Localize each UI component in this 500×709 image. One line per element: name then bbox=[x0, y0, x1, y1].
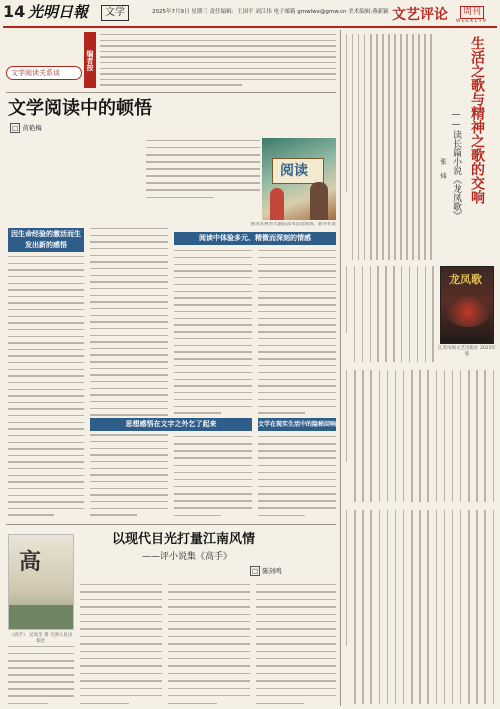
right-book-caption: 江苏凤凰文艺出版社 2025年版 bbox=[438, 346, 496, 357]
review-author: 陈剑鸣 bbox=[262, 567, 282, 575]
column-title: 文艺评论 bbox=[392, 7, 448, 23]
review-author-line bbox=[250, 567, 282, 576]
photo-sign-text: 阅读 bbox=[280, 163, 308, 179]
review-author-mark: □ bbox=[252, 567, 259, 575]
editor-contact: 电子邮箱 gmwlwx@gmw.cn bbox=[273, 9, 347, 15]
article-author-name: 黄艳梅 bbox=[22, 124, 42, 132]
photo-caption: 图为苏州湾大剧院读书活动现场。新华社发 bbox=[250, 222, 336, 227]
body-col-2 bbox=[90, 228, 168, 516]
right-subtitle: ——读长篇小说《龙凤歌》 bbox=[451, 110, 461, 220]
article-author bbox=[10, 124, 42, 133]
review-book-cover-glyph: 高 bbox=[19, 549, 42, 575]
right-book-cover-title: 龙凤歌 bbox=[449, 273, 482, 286]
right-book-cover-ornament bbox=[447, 297, 489, 327]
body-col-6 bbox=[258, 436, 336, 516]
right-intro-text bbox=[346, 34, 432, 260]
body-col-5 bbox=[174, 436, 252, 516]
review-col-4 bbox=[256, 584, 336, 704]
issue-date-line bbox=[152, 8, 389, 16]
editor-note-rule bbox=[6, 92, 336, 93]
body-col-1 bbox=[8, 256, 84, 516]
review-headline: 以现代目光打量江南风情 bbox=[112, 532, 256, 547]
editor-note-label-text: 编者按 bbox=[86, 49, 94, 71]
reading-event-photo bbox=[262, 138, 336, 220]
review-col-2 bbox=[80, 584, 162, 704]
paper-name: 光明日報 bbox=[28, 3, 89, 21]
editor-note-text bbox=[100, 34, 336, 86]
section-label-text: 文学阅读关系谈 bbox=[11, 69, 60, 77]
column-tag: 周刊 bbox=[460, 6, 484, 19]
review-col-1 bbox=[8, 646, 74, 704]
review-book-caption: 《高手》 吴高全 著 天津人民出版社 bbox=[9, 633, 73, 644]
review-col-3 bbox=[168, 584, 250, 704]
photo-person bbox=[310, 182, 328, 220]
art-editor: 美术编辑:燕新颖 bbox=[348, 9, 389, 15]
masthead-rule bbox=[3, 26, 497, 28]
right-author-name: 张 炜 bbox=[439, 158, 447, 179]
body-col-3 bbox=[174, 250, 252, 414]
issue-date: 2025年7月9日 bbox=[152, 9, 190, 15]
review-book-cover bbox=[8, 534, 74, 630]
section-label bbox=[6, 66, 82, 80]
right-body-col-3 bbox=[346, 510, 494, 704]
page-number: 14 bbox=[3, 2, 26, 21]
body-col-4 bbox=[258, 250, 336, 414]
right-body-col-1 bbox=[346, 266, 434, 362]
sub-head-4: 文学在现实生活中的隐秘回响 bbox=[258, 418, 336, 431]
right-body-col-2 bbox=[346, 370, 494, 502]
sub-head-3: 思想感悟在文字之外乞了起来 bbox=[90, 418, 252, 431]
sub-head-2: 阅读中体验多元、精微而深刻的情感 bbox=[174, 232, 336, 245]
article-headline: 文学阅读中的顿悟 bbox=[8, 98, 152, 119]
page-split-rule bbox=[340, 30, 341, 706]
right-author bbox=[438, 158, 447, 179]
column-issue: W E E K L Y 9 bbox=[456, 19, 486, 24]
sub-head-1: 因生命经验的激活而生发出新的感悟 bbox=[8, 228, 84, 252]
review-book-cover-band bbox=[9, 605, 73, 629]
lead-paragraph bbox=[146, 140, 260, 198]
right-book-cover bbox=[440, 266, 494, 344]
right-headline: 生活之歌与精神之歌的交响 bbox=[469, 36, 485, 204]
review-subtitle: ——评小说集《高手》 bbox=[142, 552, 233, 562]
issue-weekday: 星期三 bbox=[191, 9, 208, 15]
photo-person-2 bbox=[270, 188, 284, 220]
editor-line: 责任编辑：王国平 刘江伟 bbox=[209, 9, 272, 15]
editor-note-label bbox=[84, 32, 96, 88]
author-mark: □ bbox=[12, 124, 19, 132]
section-name: 文学 bbox=[101, 5, 129, 21]
article-divider bbox=[6, 524, 336, 525]
